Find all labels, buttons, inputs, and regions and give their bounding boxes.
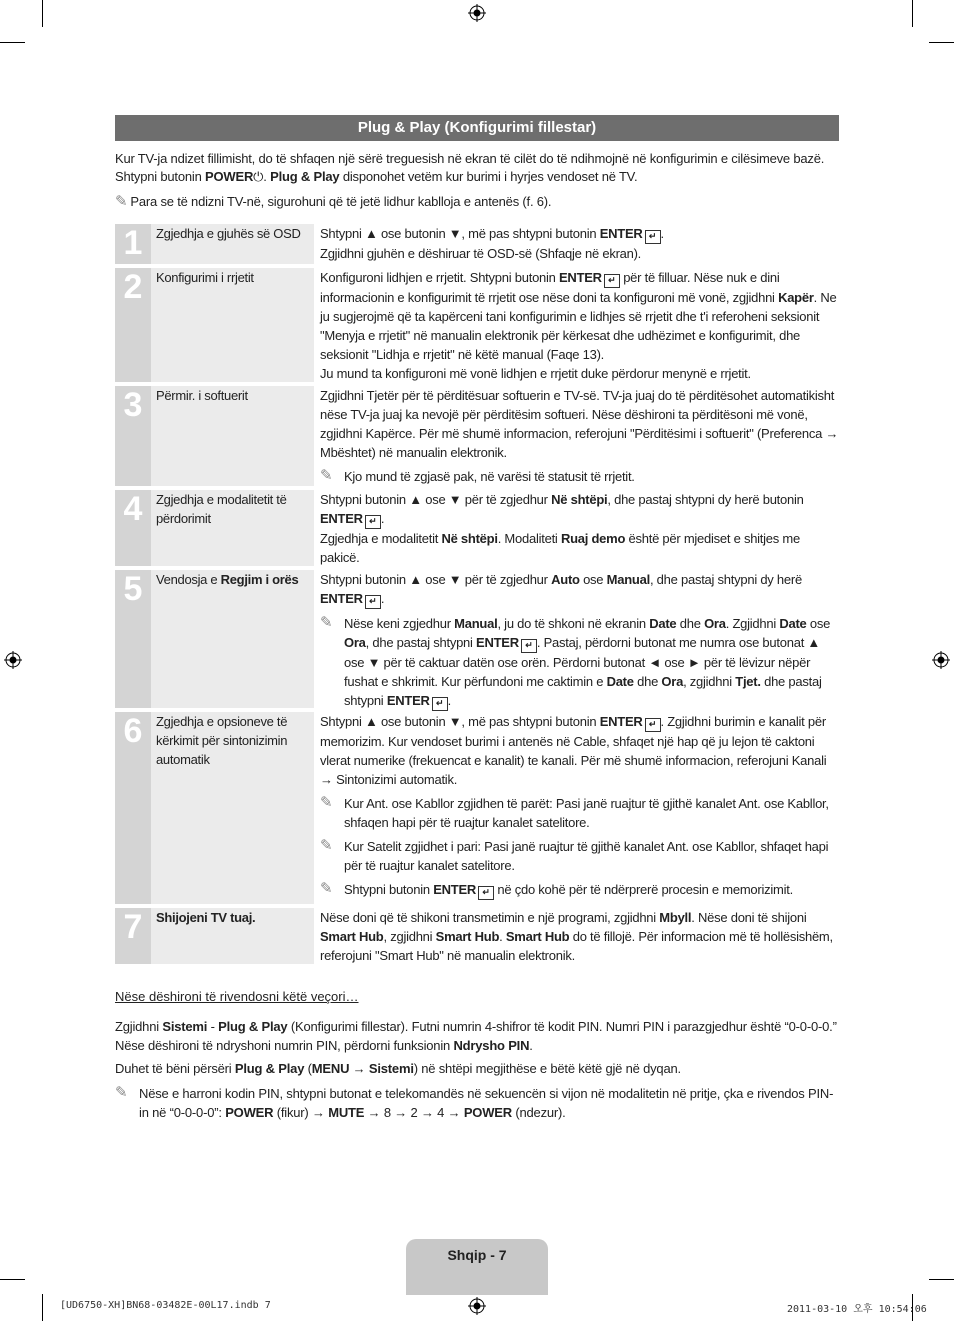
- step-text: .: [499, 929, 506, 944]
- note-pencil-icon: ✎: [115, 193, 128, 210]
- close-label: Mbyll: [659, 910, 692, 925]
- step-number: 7: [115, 908, 151, 964]
- enter-label: ENTER: [599, 714, 643, 729]
- step-text: Shtypni butonin ▲ ose ▼ për të zgjedhur: [320, 572, 552, 587]
- note-text: dhe: [633, 674, 662, 689]
- crop-mark: [0, 1279, 25, 1280]
- smart-hub-label: Smart Hub: [320, 929, 384, 944]
- step-row: [115, 224, 840, 264]
- step-number: 3: [115, 386, 151, 486]
- step-number: 1: [115, 224, 151, 264]
- note-text: .: [447, 693, 451, 708]
- enter-label: ENTER: [599, 226, 643, 241]
- reset-section-title: Nëse dëshironi të rivendosni këtë veçori…: [115, 989, 359, 1004]
- step-text: Konfiguroni lidhjen e rrjetit. Shtypni butonin: [320, 270, 560, 285]
- menu-label: MENU: [311, 1061, 350, 1076]
- print-imprint: [UD6750-XH]BN68-03482E-00L17.indb 7: [60, 1300, 271, 1311]
- registration-mark-icon: [4, 651, 22, 669]
- step-text: , dhe pastaj shtypni dy herë butonin: [607, 492, 804, 507]
- step-text: ose: [579, 572, 607, 587]
- step-number: 6: [115, 712, 151, 904]
- time-label: Ora: [661, 674, 684, 689]
- enter-icon: ↵: [478, 886, 494, 900]
- step-text: . Ne ju sugjerojmë që ta kapërceni tani konfigurimin e lidhjes së rrjetit dhe t'i referoheni seksionit "Menyja e rrjetit" në manualin elektronik për kërkesat dhe udhëzimet e konfigurimit, dhe seksionit "Lidhja e rrjetit" në këtë manual (Faqe 13).: [320, 290, 837, 362]
- step-text: për të filluar. Nëse nuk e dini informacionin e konfigurimit të rrjetit ose nëse doni ta konfiguroni më vonë, zgjidhni: [320, 270, 780, 305]
- intro-text: disponohet vetëm kur burimi i hyrjes vendoset në TV.: [339, 169, 638, 184]
- step-text: është për mjediset e shitjes me pakicë.: [320, 531, 800, 565]
- smart-hub-label: Smart Hub: [435, 929, 500, 944]
- manual-label: Manual: [454, 616, 498, 631]
- step-note: [320, 837, 840, 875]
- step-text: Zgjidhni Tjetër për të përditësuar softuerin e TV-së. TV-ja juaj do të përditësohet automatikisht nëse TV-ja juaj ka nevojë për përditësim softueri. Nëse dëshironi ta përditësoni më vonë, zgjidhni Kapërce. Për më shumë informacion, referojuni "Përditësimi i softuerit" (Preferenca → Mbështet) në manualin elektronik.: [320, 388, 839, 460]
- demo-mode-label: Ruaj demo: [560, 531, 626, 546]
- step-label-text: Shijojeni TV tuaj.: [156, 910, 256, 925]
- registration-mark-icon: [468, 1297, 486, 1315]
- crop-mark: [929, 42, 954, 43]
- step-text: .: [380, 511, 385, 526]
- note-pencil-icon: ✎: [320, 614, 333, 631]
- reset-section: [115, 1017, 840, 1122]
- print-timestamp: 2011-03-10 오후 10:54:06: [787, 1304, 927, 1315]
- registration-mark-icon: [932, 651, 950, 669]
- plug-play-label: Plug & Play: [270, 169, 340, 184]
- step-text: , dhe pastaj shtypni dy herë: [649, 572, 802, 587]
- date-label: Date: [606, 674, 634, 689]
- step-text: do të fillojë. Për informacion më të hollësishëm, referojuni "Smart Hub" në manualin elektronik.: [320, 929, 833, 963]
- note-text: dhe pastaj shtypni: [344, 674, 822, 708]
- smart-hub-label: Smart Hub: [505, 929, 570, 944]
- note-text: . Pastaj, përdorni butonat me numra ose butonat ▲ ose ▼ për të caktuar datën ose orën. Përdorni butonat ◄ ose ► për të lëvizur nëpër fushat e shkrimit. Kur përfundoni me caktimin e: [344, 635, 821, 689]
- crop-mark: [0, 42, 25, 43]
- step-note: [320, 880, 840, 900]
- time-label: Ora: [344, 635, 366, 650]
- note-text: Shtypni butonin: [344, 882, 434, 897]
- note-text: (ndezur).: [511, 1105, 566, 1120]
- step-number: 2: [115, 268, 151, 382]
- note-text: Kur Ant. ose Kabllor zgjidhen të parët: Pasi janë ruajtur të gjithë kanalet Ant. ose Kabllor, shfaqen hapi për të ruajtur kanalet satelitore.: [344, 796, 829, 830]
- mute-label: MUTE: [328, 1105, 365, 1120]
- step-description: [314, 570, 840, 708]
- crop-mark: [929, 1279, 954, 1280]
- intro-text: .: [263, 169, 271, 184]
- step-row: [115, 386, 840, 486]
- enter-label: ENTER: [320, 591, 363, 606]
- note-text: Kur Satelit zgjidhet i pari: Pasi janë ruajtur të gjithë kanalet Ant. ose Kabllor, shfaqet hapi për të ruajtur kanalet satelitore.: [344, 839, 829, 873]
- step-row: [115, 570, 840, 708]
- note-text: , ju do të shkoni në ekranin: [497, 616, 650, 631]
- step-label-text: Vendosja e: [156, 572, 221, 587]
- manual-label: Manual: [606, 572, 650, 587]
- date-label: Date: [649, 616, 677, 631]
- note-pencil-icon: ✎: [115, 1084, 128, 1101]
- step-text: . Zgjidhni burimin e kanalit për memorizim. Kur vendoset burimi i antenës në Cable, shfaqet një hap që ju lejon të caktoni vlerat numerike (frekuencat e kanalit) te kanali. Për më shumë informacion, referojuni Kanali → Sintonizimi automatik.: [320, 714, 827, 787]
- reset-text: →: [349, 1061, 369, 1076]
- note-text: Nëse e harroni kodin PIN, shtypni butonat e telekomandës në sekuencën si vijon në modalitetin në pritje, çka e rivendos PIN-in në “0-0-0-0”:: [139, 1086, 834, 1120]
- note-text: dhe: [676, 616, 705, 631]
- step-row: [115, 490, 840, 566]
- enter-label: ENTER: [476, 635, 519, 650]
- reset-text: ) në shtëpi megjithëse e bëtë këtë gjë në dyqan.: [413, 1061, 681, 1076]
- step-label: Konfigurimi i rrjetit: [151, 268, 314, 382]
- time-label: Ora: [704, 616, 726, 631]
- step-note: [320, 614, 840, 711]
- step-text: Shtypni ▲ ose butonin ▼, më pas shtypni butonin: [320, 714, 600, 729]
- step-text: . Nëse doni të shijoni: [691, 910, 807, 925]
- power-label: POWER: [205, 169, 254, 184]
- reset-text: (Konfigurimi fillestar). Futni numrin 4-shifror të kodit PIN. Numri PIN i parazgjedhur është “0-0-0-0.” Nëse dëshironi të ndryshoni numrin PIN, përdorni funksionin: [115, 1019, 837, 1053]
- change-pin-label: Ndrysho PIN: [453, 1038, 530, 1053]
- note-pencil-icon: ✎: [320, 467, 333, 484]
- power-label: POWER: [463, 1105, 512, 1120]
- crop-mark: [42, 1294, 43, 1321]
- note-text: në çdo kohë për të ndërprerë procesin e memorizimit.: [494, 882, 793, 897]
- step-label: [151, 570, 314, 708]
- step-text: Zgjedhja e modalitetit: [320, 531, 442, 546]
- step-label: [151, 908, 314, 964]
- step-number: 4: [115, 490, 151, 566]
- step-row: [115, 908, 840, 964]
- note-text: Nëse keni zgjedhur: [344, 616, 455, 631]
- enter-icon: ↵: [645, 230, 661, 244]
- kaper-label: Kapër: [778, 290, 814, 305]
- step-label: Zgjedhja e gjuhës së OSD: [151, 224, 314, 264]
- note-pencil-icon: ✎: [320, 837, 333, 854]
- plug-play-label: Plug & Play: [218, 1019, 288, 1034]
- note-text: ose: [806, 616, 831, 631]
- step-note: [320, 467, 840, 486]
- next-label: Tjet.: [735, 674, 761, 689]
- system-label: Sistemi: [368, 1061, 414, 1076]
- step-text: Zgjidhni gjuhën e dëshiruar të OSD-së (Shfaqje në ekran).: [320, 246, 642, 261]
- step-description: [314, 712, 840, 904]
- enter-label: ENTER: [386, 693, 430, 708]
- step-text: .: [660, 226, 664, 241]
- home-mode-label: Në shtëpi: [551, 492, 608, 507]
- auto-label: Auto: [551, 572, 580, 587]
- enter-icon: ↵: [645, 718, 661, 732]
- step-text: Nëse doni që të shikoni transmetimin e një programi, zgjidhni: [320, 910, 660, 925]
- enter-icon: ↵: [365, 595, 381, 609]
- note-text: (fikur) →: [273, 1105, 329, 1120]
- power-label: POWER: [225, 1105, 274, 1120]
- step-text: Shtypni ▲ ose butonin ▼, më pas shtypni butonin: [320, 226, 600, 241]
- note-text: , dhe pastaj shtypni: [365, 635, 477, 650]
- intro-paragraph: [115, 150, 840, 186]
- enter-icon: ↵: [365, 515, 381, 529]
- section-title: Plug & Play (Konfigurimi fillestar): [115, 115, 839, 141]
- step-note: [320, 794, 840, 832]
- step-description: [314, 490, 840, 566]
- step-row: [115, 712, 840, 904]
- step-description: [314, 268, 840, 382]
- note-text: , zgjidhni: [683, 674, 736, 689]
- clock-mode-label: Regjim i orës: [220, 572, 299, 587]
- reset-text: Zgjidhni: [115, 1019, 163, 1034]
- note-pencil-icon: ✎: [320, 794, 333, 811]
- enter-label: ENTER: [559, 270, 602, 285]
- enter-icon: ↵: [604, 274, 620, 288]
- step-text: .: [380, 591, 385, 606]
- step-text: Ju mund ta konfiguroni më vonë lidhjen e rrjetit duke përdorur menynë e rrjetit.: [320, 366, 751, 381]
- note-text: Kjo mund të zgjasë pak, në varësi të statusit të rrjetit.: [344, 469, 635, 484]
- step-text: . Modaliteti: [497, 531, 561, 546]
- reset-text: -: [207, 1019, 219, 1034]
- plug-play-label: Plug & Play: [234, 1061, 305, 1076]
- note-pencil-icon: ✎: [320, 880, 333, 897]
- date-label: Date: [779, 616, 807, 631]
- reset-text: .: [529, 1038, 533, 1053]
- step-text: Shtypni butonin ▲ ose ▼ për të zgjedhur: [320, 492, 552, 507]
- intro-text: Kur TV-ja ndizet fillimisht, do të shfaqen një sërë treguesish në ekran të cilët do të ndihmojnë në konfigurimin e cilësimeve bazë. Shtypni butonin: [115, 151, 825, 184]
- enter-label: ENTER: [320, 511, 363, 526]
- step-number: 5: [115, 570, 151, 708]
- step-description: [314, 386, 840, 486]
- home-mode-label: Në shtëpi: [441, 531, 498, 546]
- step-description: [314, 224, 840, 264]
- enter-label: ENTER: [433, 882, 477, 897]
- reset-text: Duhet të bëni përsëri: [115, 1061, 235, 1076]
- antenna-note-text: Para se të ndizni TV-në, sigurohuni që të jetë lidhur kablloja e antenës (f. 6).: [130, 194, 552, 209]
- registration-mark-icon: [468, 4, 486, 22]
- step-label: Përmir. i softuerit: [151, 386, 314, 486]
- system-label: Sistemi: [162, 1019, 208, 1034]
- reset-text: (: [304, 1061, 312, 1076]
- step-text: , zgjidhni: [383, 929, 436, 944]
- step-label: Zgjedhja e opsioneve të kërkimit për sintonizimin automatik: [151, 712, 314, 904]
- note-text: . Zgjidhni: [725, 616, 780, 631]
- step-label: Zgjedhja e modalitetit të përdorimit: [151, 490, 314, 566]
- power-icon: ⏻: [253, 169, 264, 184]
- crop-mark: [42, 0, 43, 27]
- step-row: [115, 268, 840, 382]
- crop-mark: [912, 0, 913, 27]
- step-description: [314, 908, 840, 964]
- reset-note: [115, 1084, 840, 1122]
- enter-icon: ↵: [432, 697, 448, 711]
- page-number-tab: Shqip - 7: [406, 1239, 548, 1295]
- enter-icon: ↵: [521, 639, 537, 653]
- antenna-note: [115, 193, 840, 211]
- setup-steps-table: [115, 224, 840, 968]
- note-text: → 8 → 2 → 4 →: [364, 1105, 464, 1120]
